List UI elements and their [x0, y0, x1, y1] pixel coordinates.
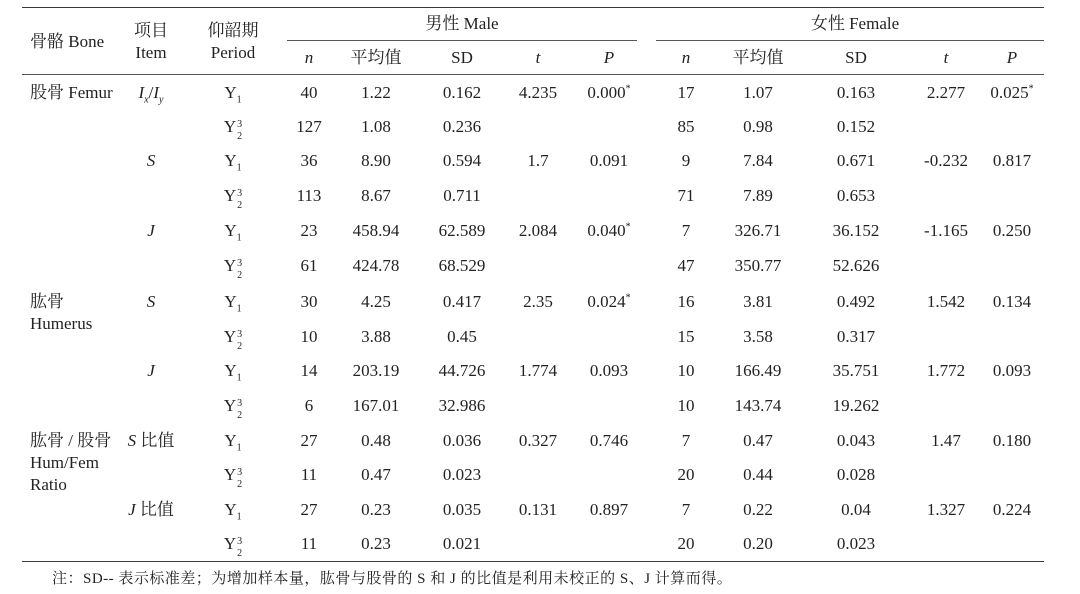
male-value: 0.091 — [589, 151, 629, 170]
female-value: 0.093 — [992, 361, 1032, 380]
male-value: 62.589 — [438, 221, 486, 240]
bone-label-en: Humerus — [30, 314, 93, 333]
period-cell: $Y_1$ — [224, 83, 242, 106]
item-cell: S 比值 — [127, 431, 175, 450]
male-value: 44.726 — [438, 361, 486, 380]
male-value: 203.19 — [352, 361, 400, 380]
period-cell: Y 3 2 — [223, 256, 243, 281]
header-item-cn: 项目 — [134, 21, 168, 40]
male-value: 3.88 — [361, 327, 391, 346]
female-value: 20 — [677, 465, 695, 484]
male-value: 0.417 — [442, 292, 482, 311]
female-value: 0.817 — [992, 151, 1032, 170]
male-col-header: P — [603, 48, 615, 67]
item-cell: J 比值 — [128, 500, 174, 519]
female-value: 1.47 — [931, 431, 961, 450]
male-value: 8.90 — [361, 151, 391, 170]
female-value: 2.277 — [926, 83, 966, 102]
female-value: 143.74 — [734, 396, 782, 415]
male-col-header: SD — [451, 48, 473, 67]
period-cell: $Y_1$ — [224, 221, 242, 244]
female-value: 19.262 — [832, 396, 880, 415]
female-value: -1.165 — [924, 221, 968, 240]
item-cell: J — [147, 361, 155, 380]
female-value: 0.47 — [743, 431, 773, 450]
male-value: 4.235 — [518, 83, 558, 102]
female-value: 0.250 — [992, 221, 1032, 240]
period-cell: $Y_1$ — [224, 292, 242, 315]
female-value: 17 — [677, 83, 695, 102]
male-value: 32.986 — [438, 396, 486, 415]
female-col-header: t — [943, 48, 949, 67]
female-col-header: P — [1006, 48, 1018, 67]
female-value: 0.224 — [992, 500, 1032, 519]
male-value: 0.746 — [589, 431, 629, 450]
male-value: 11 — [300, 465, 318, 484]
male-value: 8.67 — [361, 186, 391, 205]
female-value: 0.492 — [836, 292, 876, 311]
female-value: 0.22 — [743, 500, 773, 519]
header-female: 女性 Female — [810, 14, 900, 33]
item-cell: J — [147, 221, 155, 240]
male-value: 0.23 — [361, 534, 391, 553]
female-value: 20 — [677, 534, 695, 553]
bone-label-en: Hum/Fem — [30, 453, 99, 472]
bone-label: 肱骨 — [30, 292, 64, 311]
header-item-en: Item — [135, 43, 167, 62]
female-value: 0.653 — [836, 186, 876, 205]
female-value: 1.327 — [926, 500, 966, 519]
bone-label: 肱骨 / 股骨 — [30, 431, 112, 450]
male-value: 2.35 — [523, 292, 553, 311]
male-value: 36 — [300, 151, 318, 170]
male-value: 1.22 — [361, 83, 391, 102]
female-value: 0.025* — [990, 83, 1034, 102]
male-value: 0.711 — [443, 186, 481, 205]
period-cell: Y 3 2 — [223, 327, 243, 352]
female-value: 7 — [681, 221, 691, 240]
female-value: 36.152 — [832, 221, 880, 240]
period-cell: $Y_1$ — [224, 151, 242, 174]
male-value: 0.040* — [587, 221, 631, 240]
female-value: 7 — [681, 500, 691, 519]
female-value: 0.317 — [836, 327, 876, 346]
male-value: 0.093 — [589, 361, 629, 380]
male-value: 0.236 — [442, 117, 482, 136]
item-cell: $I_x/I_y$ — [138, 83, 164, 106]
male-value: 424.78 — [352, 256, 400, 275]
period-cell: $Y_1$ — [224, 500, 242, 523]
male-col-header: t — [535, 48, 541, 67]
male-value: 0.594 — [442, 151, 482, 170]
male-value: 61 — [300, 256, 318, 275]
male-value: 0.45 — [447, 327, 477, 346]
female-value: 0.152 — [836, 117, 876, 136]
female-value: 0.20 — [743, 534, 773, 553]
female-value: 0.671 — [836, 151, 876, 170]
male-col-header: n — [304, 48, 314, 67]
female-col-header: n — [681, 48, 691, 67]
female-col-header: SD — [845, 48, 867, 67]
female-value: 0.04 — [841, 500, 871, 519]
female-value: 16 — [677, 292, 695, 311]
female-value: 0.043 — [836, 431, 876, 450]
female-value: 10 — [677, 361, 695, 380]
period-cell: $Y_1$ — [224, 361, 242, 384]
male-value: 0.021 — [442, 534, 482, 553]
female-value: 47 — [677, 256, 695, 275]
female-value: 0.134 — [992, 292, 1032, 311]
header-bone: 骨骼 Bone — [30, 32, 105, 51]
male-value: 0.131 — [518, 500, 558, 519]
male-value: 1.7 — [527, 151, 549, 170]
male-value: 0.897 — [589, 500, 629, 519]
female-value: 1.07 — [743, 83, 773, 102]
male-value: 4.25 — [361, 292, 391, 311]
period-cell: Y 3 2 — [223, 396, 243, 421]
item-cell: S — [146, 151, 156, 170]
period-cell: $Y_1$ — [224, 431, 242, 454]
male-value: 23 — [300, 221, 318, 240]
period-cell: Y 3 2 — [223, 117, 243, 142]
male-value: 1.774 — [518, 361, 558, 380]
male-value: 14 — [300, 361, 318, 380]
male-value: 0.162 — [442, 83, 482, 102]
female-value: 7.89 — [743, 186, 773, 205]
female-value: 350.77 — [734, 256, 782, 275]
male-value: 0.023 — [442, 465, 482, 484]
female-value: 9 — [681, 151, 691, 170]
bottom-rule — [22, 561, 1044, 562]
bone-label: 股骨 Femur — [30, 83, 113, 102]
male-value: 0.48 — [361, 431, 391, 450]
female-col-header: 平均值 — [732, 48, 784, 67]
male-value: 27 — [300, 500, 318, 519]
male-col-header: 平均值 — [350, 48, 402, 67]
male-value: 6 — [304, 396, 314, 415]
male-group-rule — [287, 40, 637, 41]
female-value: 0.98 — [743, 117, 773, 136]
female-group-rule — [656, 40, 1044, 41]
female-value: 52.626 — [832, 256, 880, 275]
female-value: 10 — [677, 396, 695, 415]
female-value: 0.180 — [992, 431, 1032, 450]
female-value: 0.028 — [836, 465, 876, 484]
male-value: 0.024* — [587, 292, 631, 311]
male-value: 0.036 — [442, 431, 482, 450]
female-value: 7.84 — [743, 151, 773, 170]
period-cell: Y 3 2 — [223, 186, 243, 211]
female-value: 35.751 — [832, 361, 880, 380]
period-cell: Y 3 2 — [223, 465, 243, 490]
male-value: 11 — [300, 534, 318, 553]
header-period-cn: 仰韶期 — [207, 21, 259, 40]
header-male: 男性 Male — [425, 14, 499, 33]
female-value: 0.44 — [743, 465, 773, 484]
female-value: 15 — [677, 327, 695, 346]
male-value: 113 — [296, 186, 322, 205]
female-value: 3.58 — [743, 327, 773, 346]
header-bottom-rule — [22, 74, 1044, 75]
top-rule — [22, 7, 1044, 8]
male-value: 0.47 — [361, 465, 391, 484]
table-note: 注：SD-- 表示标准差；为增加样本量，肱骨与股骨的 S 和 J 的比值是利用未校正的 S、J 计算而得。 — [52, 571, 733, 587]
male-value: 27 — [300, 431, 318, 450]
male-value: 1.08 — [361, 117, 391, 136]
bone-label-en: Ratio — [30, 475, 67, 494]
male-value: 2.084 — [518, 221, 558, 240]
male-value: 0.23 — [361, 500, 391, 519]
header-period-en: Period — [210, 43, 256, 62]
male-value: 167.01 — [352, 396, 400, 415]
male-value: 0.000* — [587, 83, 631, 102]
item-cell: S — [146, 292, 156, 311]
male-value: 68.529 — [438, 256, 486, 275]
male-value: 10 — [300, 327, 318, 346]
female-value: 3.81 — [743, 292, 773, 311]
female-value: 7 — [681, 431, 691, 450]
male-value: 127 — [296, 117, 322, 136]
female-value: 1.772 — [926, 361, 966, 380]
female-value: 0.023 — [836, 534, 876, 553]
male-value: 30 — [300, 292, 318, 311]
period-cell: Y 3 2 — [223, 534, 243, 559]
female-value: 166.49 — [734, 361, 782, 380]
female-value: 326.71 — [734, 221, 782, 240]
male-value: 0.035 — [442, 500, 482, 519]
male-value: 0.327 — [518, 431, 558, 450]
male-value: 40 — [300, 83, 318, 102]
female-value: 85 — [677, 117, 695, 136]
female-value: 71 — [677, 186, 695, 205]
female-value: 1.542 — [926, 292, 966, 311]
female-value: -0.232 — [924, 151, 968, 170]
female-value: 0.163 — [836, 83, 876, 102]
male-value: 458.94 — [352, 221, 400, 240]
